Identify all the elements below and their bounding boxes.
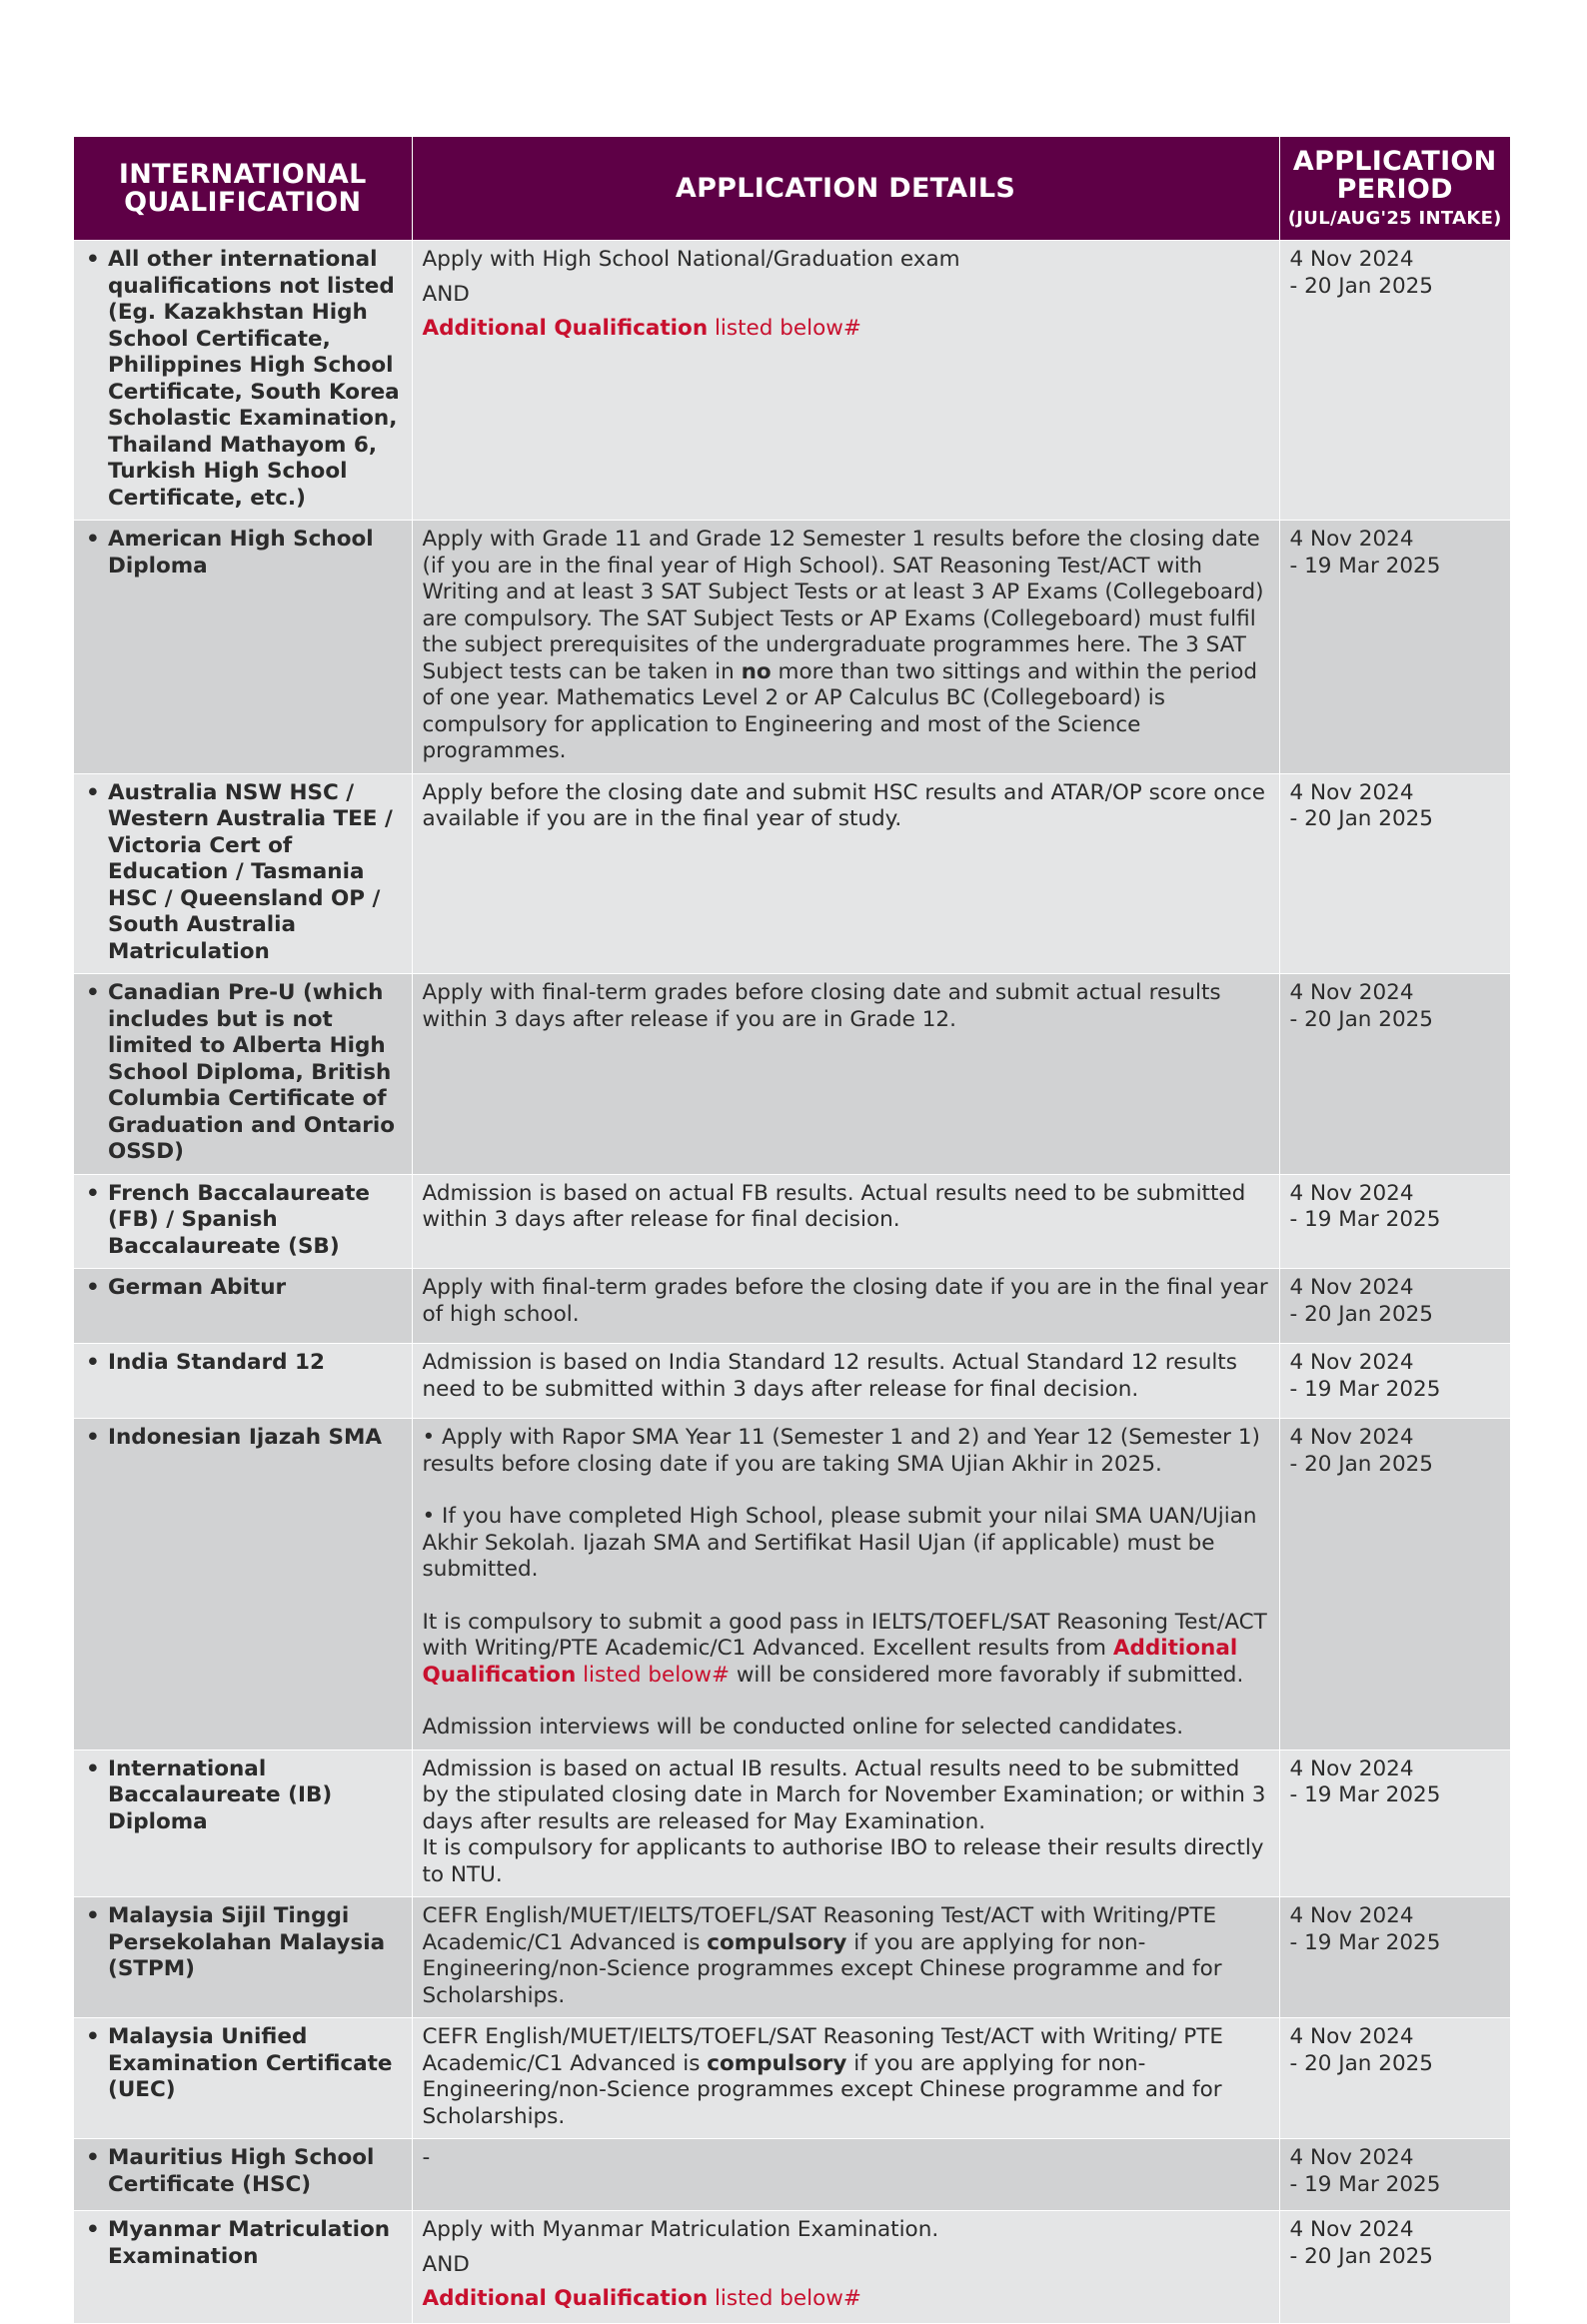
details-cell: Admission is based on actual IB results. Actual results need to be submitted by the stipulated closing date in March for November Examination; or within 3 days after results are released for May Examination. It is compulsory for applicants to authorise IBO to release their results directly to NTU. [412, 1749, 1279, 1897]
period-cell: 4 Nov 2024 - 20 Jan 2025 [1279, 241, 1510, 521]
header-application-details: APPLICATION DETAILS [412, 137, 1279, 241]
table-row [74, 241, 1510, 521]
qualification-cell: • International Baccalaureate (IB) Diploma [74, 1749, 412, 1897]
qualification-cell: • Australia NSW HSC / Western Australia TEE / Victoria Cert of Education / Tasmania HSC / Queensland OP / South Australia Matriculation [74, 773, 412, 974]
qualification-cell: • Myanmar Matriculation Examination [74, 2211, 412, 2324]
table-row [74, 1269, 1510, 1344]
table-row [74, 2139, 1510, 2211]
details-cell: Apply with final-term grades before closing date and submit actual results within 3 days after release if you are in Grade 12. [412, 974, 1279, 1175]
details-cell: Apply with Grade 11 and Grade 12 Semester 1 results before the closing date (if you are in the final year of High School). SAT Reasoning Test/ACT with Writing and at least 3 SAT Subject Tests or at least 3 AP Exams (Collegeboard) are compulsory. The SAT Subject Tests or AP Exams (Collegeboard) must fulfil the subject prerequisites of the undergraduate programmes here. The 3 SAT Subject tests can be taken in no more than two sittings and within the period of one year. Mathematics Level 2 or AP Calculus BC (Collegeboard) is compulsory for application to Engineering and most of the Science programmes. [412, 521, 1279, 774]
table-row [74, 1749, 1510, 1897]
qualification-cell: • Malaysia Sijil Tinggi Persekolahan Malaysia (STPM) [74, 1897, 412, 2018]
period-cell: 4 Nov 2024 - 20 Jan 2025 [1279, 2211, 1510, 2324]
header-period-intake: (JUL/AUG'25 INTAKE) [1287, 208, 1502, 230]
qualification-cell: • Canadian Pre-U (which includes but is not limited to Alberta High School Diploma, British Columbia Certificate of Graduation and Ontario OSSD) [74, 974, 412, 1175]
period-cell: 4 Nov 2024 - 20 Jan 2025 [1279, 1269, 1510, 1344]
period-cell: 4 Nov 2024 - 19 Mar 2025 [1279, 521, 1510, 774]
additional-qualification-ref: Additional Qualification [422, 2286, 709, 2311]
header-application-period [1279, 137, 1510, 241]
qualification-cell: • Malaysia Unified Examination Certificate (UEC) [74, 2018, 412, 2139]
period-cell: 4 Nov 2024 - 20 Jan 2025 [1279, 773, 1510, 974]
table-row [74, 1419, 1510, 1750]
table-header-row [74, 137, 1510, 241]
details-cell: Apply with High School National/Graduation exam AND Additional Qualification listed below# [412, 241, 1279, 521]
details-cell: CEFR English/MUET/IELTS/TOEFL/SAT Reasoning Test/ACT with Writing/ PTE Academic/C1 Advanced is compulsory if you are applying for non-Engineering/non-Science programmes except Chinese programme and for Scholarships. [412, 2018, 1279, 2139]
period-cell: 4 Nov 2024 - 20 Jan 2025 [1279, 974, 1510, 1175]
period-cell: 4 Nov 2024 - 20 Jan 2025 [1279, 1419, 1510, 1750]
table-row [74, 2018, 1510, 2139]
qualification-cell: • French Baccalaureate (FB) / Spanish Baccalaureate (SB) [74, 1174, 412, 1269]
additional-qualification-ref: Additional Qualification [422, 1636, 1238, 1688]
details-cell: Apply with final-term grades before the closing date if you are in the final year of high school. [412, 1269, 1279, 1344]
table-row [74, 2211, 1510, 2324]
period-cell: 4 Nov 2024 - 19 Mar 2025 [1279, 2139, 1510, 2211]
table-row [74, 974, 1510, 1175]
qualification-cell: • Indonesian Ijazah SMA [74, 1419, 412, 1750]
details-cell: Admission is based on actual FB results. Actual results need to be submitted within 3 days after release for final decision. [412, 1174, 1279, 1269]
period-cell: 4 Nov 2024 - 19 Mar 2025 [1279, 1897, 1510, 2018]
table-row [74, 1897, 1510, 2018]
qualification-cell: • American High School Diploma [74, 521, 412, 774]
table-row [74, 521, 1510, 774]
table-row [74, 773, 1510, 974]
details-cell: Admission is based on India Standard 12 results. Actual Standard 12 results need to be submitted within 3 days after release for final decision. [412, 1344, 1279, 1419]
qualification-cell: • Mauritius High School Certificate (HSC) [74, 2139, 412, 2211]
header-period-title: APPLICATION PERIOD [1292, 146, 1497, 205]
table-row [74, 1344, 1510, 1419]
details-cell: Apply before the closing date and submit HSC results and ATAR/OP score once available if you are in the final year of study. [412, 773, 1279, 974]
period-cell: 4 Nov 2024 - 19 Mar 2025 [1279, 1344, 1510, 1419]
qualification-cell: • German Abitur [74, 1269, 412, 1344]
period-cell: 4 Nov 2024 - 20 Jan 2025 [1279, 2018, 1510, 2139]
qualification-cell: • India Standard 12 [74, 1344, 412, 1419]
period-cell: 4 Nov 2024 - 19 Mar 2025 [1279, 1749, 1510, 1897]
details-cell: CEFR English/MUET/IELTS/TOEFL/SAT Reasoning Test/ACT with Writing/PTE Academic/C1 Advanced is compulsory if you are applying for non-Engineering/non-Science programmes except Chinese programme and for Scholarships. [412, 1897, 1279, 2018]
details-cell: • Apply with Rapor SMA Year 11 (Semester 1 and 2) and Year 12 (Semester 1) results before closing date if you are taking SMA Ujian Akhir in 2025. • If you have completed High School, please submit your nilai SMA UAN/Ujian Akhir Sekolah. Ijazah SMA and Sertifikat Hasil Ujan (if applicable) must be submitted. It is compulsory to submit a good pass in IELTS/TOEFL/SAT Reasoning Test/ACT with Writing/PTE Academic/C1 Advanced. Excellent results from Additional Qualification listed below# will be considered more favorably if submitted. Admission interviews will be conducted online for selected candidates. [412, 1419, 1279, 1750]
details-cell: - [412, 2139, 1279, 2211]
table-row [74, 1174, 1510, 1269]
period-cell: 4 Nov 2024 - 19 Mar 2025 [1279, 1174, 1510, 1269]
additional-qualification-ref: Additional Qualification [422, 316, 709, 341]
details-cell: Apply with Myanmar Matriculation Examination. AND Additional Qualification listed below# [412, 2211, 1279, 2324]
admission-requirements-table [74, 137, 1510, 2324]
header-qualification: INTERNATIONAL QUALIFICATION [74, 137, 412, 241]
bullet: • [86, 247, 100, 272]
qualification-cell: • All other international qualifications not listed (Eg. Kazakhstan High School Certificate, Philippines High School Certificate, South Korea Scholastic Examination, Thailand Mathayom 6, Turkish High School Certificate, etc.) [74, 241, 412, 521]
